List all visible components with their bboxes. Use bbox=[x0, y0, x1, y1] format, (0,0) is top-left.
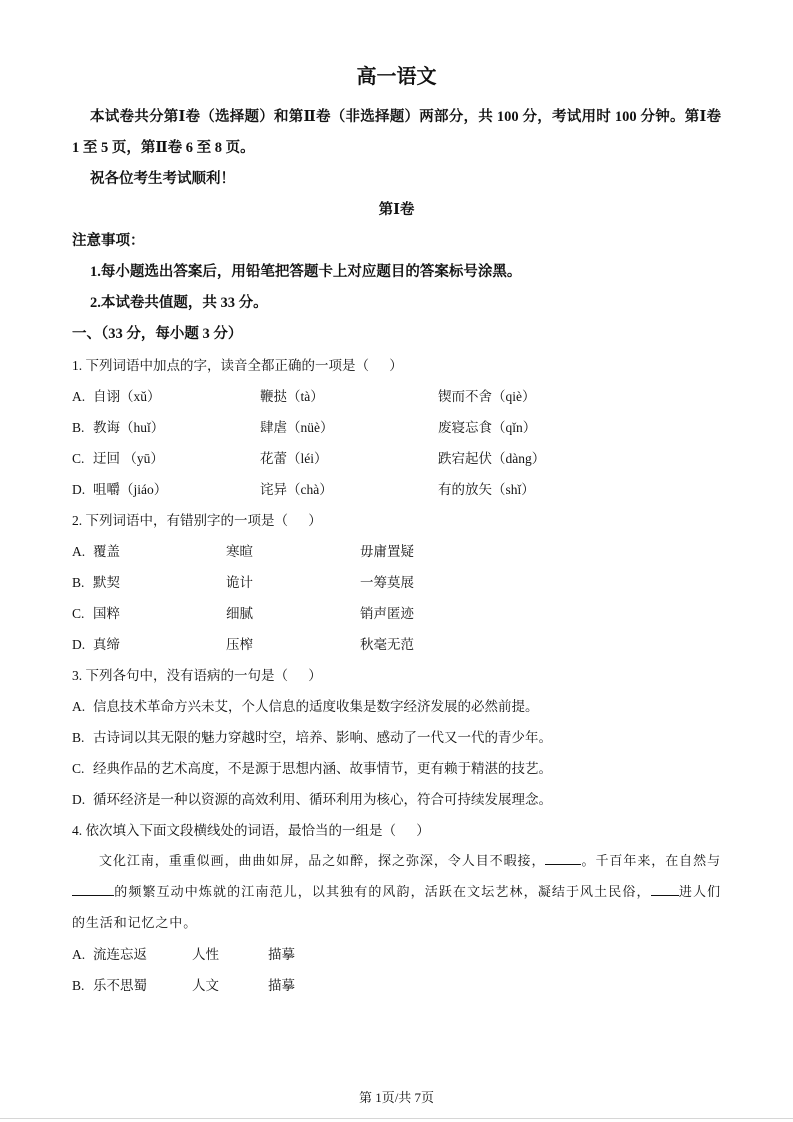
notes-heading: 注意事项： bbox=[72, 233, 145, 249]
exam-content bbox=[72, 102, 721, 1001]
option-item: 国粹 bbox=[93, 606, 120, 621]
passage-segment: 文化江南，重重似画，曲曲如屏，品之如醉，探之弥深，令人目不暇接， bbox=[99, 854, 546, 869]
option-letter: D. bbox=[72, 482, 86, 497]
question-1-option-c bbox=[72, 443, 721, 474]
good-luck-line: 祝各位考生考试顺利！ bbox=[90, 171, 235, 187]
fill-blank-2 bbox=[72, 882, 114, 896]
option-item: 迂回 （yū） bbox=[93, 451, 164, 466]
question-1-option-a bbox=[72, 381, 721, 412]
passage-segment: 进人们的生活和记忆之中。 bbox=[72, 885, 722, 931]
option-letter: B. bbox=[72, 730, 85, 745]
option-letter: B. bbox=[72, 575, 85, 590]
option-sentence: 信息技术革命方兴未艾，个人信息的适度收集是数字经济发展的必然前提。 bbox=[93, 699, 539, 714]
option-item: 描摹 bbox=[268, 978, 295, 993]
question-1-option-b bbox=[72, 412, 721, 443]
option-letter: A. bbox=[72, 544, 86, 559]
question-3-option-a bbox=[72, 691, 721, 722]
option-item: 诡计 bbox=[226, 575, 253, 590]
option-item: 乐不思蜀 bbox=[93, 978, 147, 993]
option-item: 锲而不舍（qiè） bbox=[438, 389, 536, 404]
option-item: 默契 bbox=[93, 575, 120, 590]
option-item: 秋毫无范 bbox=[360, 637, 414, 652]
option-sentence: 古诗词以其无限的魅力穿越时空，培养、影响、感动了一代又一代的青少年。 bbox=[93, 730, 552, 745]
fill-blank-1 bbox=[545, 851, 581, 865]
option-letter: B. bbox=[72, 978, 85, 993]
question-2-stem: 2. 下列词语中，有错别字的一项是（ ） bbox=[72, 513, 322, 528]
question-2-option-a bbox=[72, 536, 721, 567]
question-4-passage bbox=[72, 846, 721, 939]
option-item: 诧异（chà） bbox=[260, 482, 333, 497]
note-item-2: 2.本试卷共值题，共 33 分。 bbox=[90, 295, 268, 311]
question-3-option-c bbox=[72, 753, 721, 784]
option-item: 咀嚼（jiáo） bbox=[93, 482, 168, 497]
option-item: 有的放矢（shǐ） bbox=[438, 482, 535, 497]
option-letter: C. bbox=[72, 761, 85, 776]
option-letter: A. bbox=[72, 699, 86, 714]
option-item: 跌宕起伏（dàng） bbox=[438, 451, 546, 466]
option-item: 教诲（huǐ） bbox=[93, 420, 165, 435]
question-3-stem: 3. 下列各句中，没有语病的一句是（ ） bbox=[72, 668, 322, 683]
question-3-option-d bbox=[72, 784, 721, 815]
question-2-option-d bbox=[72, 629, 721, 660]
option-item: 肆虐（nüè） bbox=[260, 420, 334, 435]
option-letter: D. bbox=[72, 637, 86, 652]
option-item: 细腻 bbox=[226, 606, 253, 621]
option-letter: C. bbox=[72, 451, 85, 466]
option-item: 花蕾（léi） bbox=[260, 451, 328, 466]
question-2-option-c bbox=[72, 598, 721, 629]
option-item: 废寝忘食（qǐn） bbox=[438, 420, 537, 435]
question-4-option-b bbox=[72, 970, 721, 1001]
option-letter: D. bbox=[72, 792, 86, 807]
part-title: 第Ⅰ卷 bbox=[378, 202, 415, 218]
section-heading: 一、（33 分，每小题 3 分） bbox=[72, 326, 243, 342]
option-letter: C. bbox=[72, 606, 85, 621]
question-3-option-b bbox=[72, 722, 721, 753]
intro-paragraph: 本试卷共分第Ⅰ卷（选择题）和第Ⅱ卷（非选择题）两部分，共 100 分，考试用时 100 分钟。第Ⅰ卷 1 至 5 页，第Ⅱ卷 6 至 8 页。 bbox=[72, 109, 721, 156]
page-number-footer: 第 1页/共 7页 bbox=[358, 1090, 435, 1105]
question-1-option-d bbox=[72, 474, 721, 505]
option-sentence: 循环经济是一种以资源的高效利用、循环利用为核心，符合可持续发展理念。 bbox=[93, 792, 552, 807]
option-letter: A. bbox=[72, 947, 86, 962]
question-4-option-a bbox=[72, 939, 721, 970]
question-2-option-b bbox=[72, 567, 721, 598]
question-4-stem: 4. 依次填入下面文段横线处的词语，最恰当的一组是（ ） bbox=[72, 823, 430, 838]
option-item: 人文 bbox=[192, 978, 219, 993]
option-item: 覆盖 bbox=[93, 544, 120, 559]
passage-segment: 。千百年来，在自然与 bbox=[581, 854, 721, 869]
question-1-stem: 1. 下列词语中加点的字，读音全都正确的一项是（ ） bbox=[72, 358, 403, 373]
fill-blank-3 bbox=[651, 882, 679, 896]
passage-segment: 的频繁互动中炼就的江南范儿，以其独有的风韵，活跃在文坛艺林，凝结于风土民俗， bbox=[114, 885, 651, 900]
option-item: 毋庸置疑 bbox=[360, 544, 414, 559]
option-item: 销声匿迹 bbox=[360, 606, 414, 621]
page-title: 高一语文 bbox=[356, 66, 437, 88]
page-bottom-rule bbox=[0, 1118, 793, 1119]
option-item: 描摹 bbox=[268, 947, 295, 962]
option-item: 寒暄 bbox=[226, 544, 253, 559]
option-item: 流连忘返 bbox=[93, 947, 147, 962]
option-letter: A. bbox=[72, 389, 86, 404]
note-item-1: 1.每小题选出答案后，用铅笔把答题卡上对应题目的答案标号涂黑。 bbox=[90, 264, 522, 280]
option-letter: B. bbox=[72, 420, 85, 435]
option-item: 自诩（xǔ） bbox=[93, 389, 161, 404]
option-item: 人性 bbox=[192, 947, 219, 962]
option-item: 一筹莫展 bbox=[360, 575, 414, 590]
option-item: 鞭挞（tà） bbox=[260, 389, 324, 404]
option-sentence: 经典作品的艺术高度，不是源于思想内涵、故事情节，更有赖于精湛的技艺。 bbox=[93, 761, 552, 776]
option-item: 真缔 bbox=[93, 637, 120, 652]
option-item: 压榨 bbox=[226, 637, 253, 652]
